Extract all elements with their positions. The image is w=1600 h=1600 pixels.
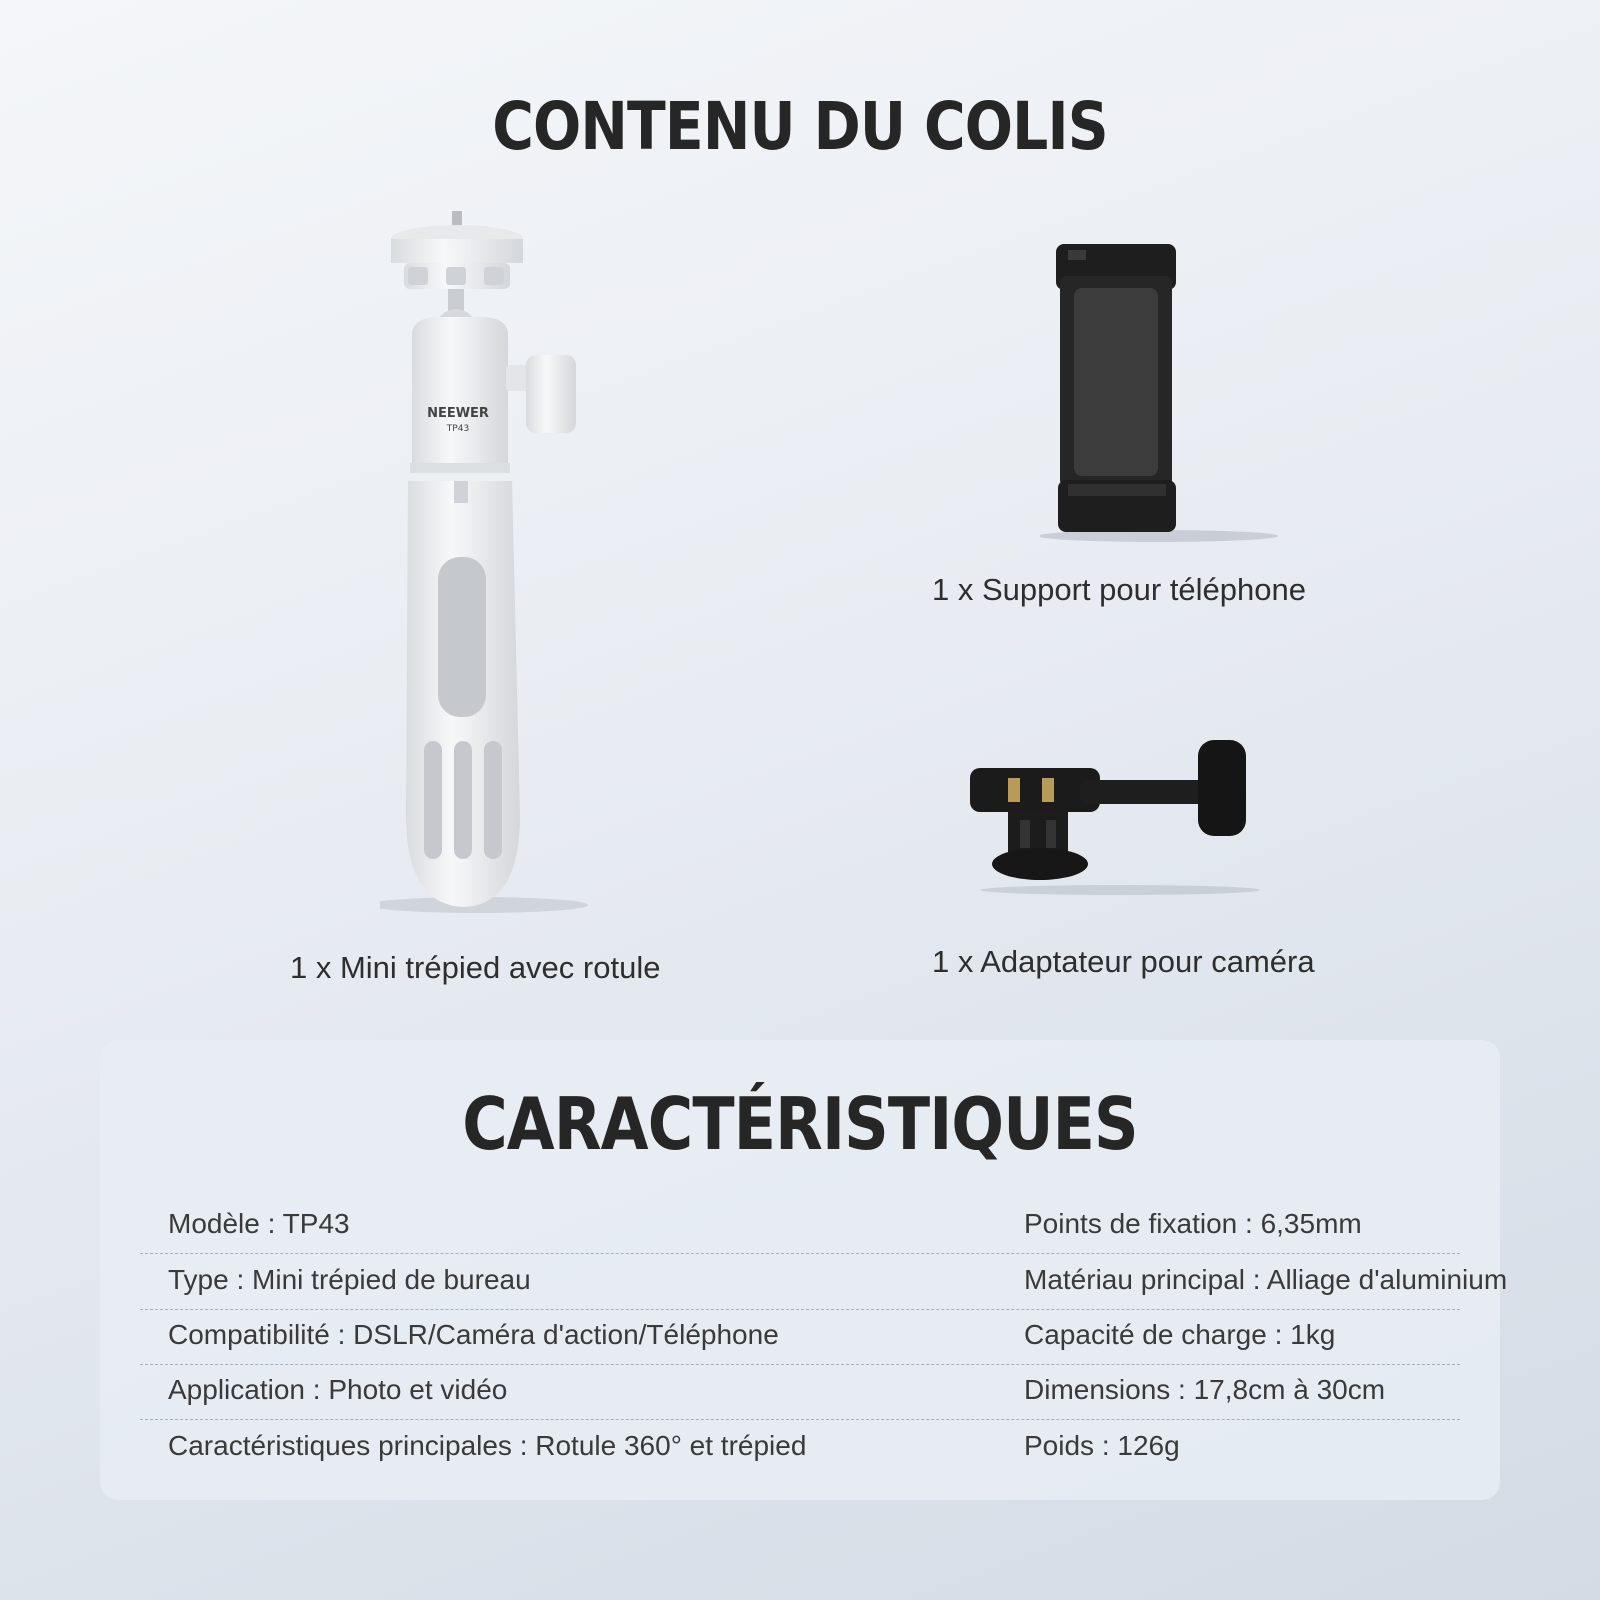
spec-right: Matériau principal : Alliage d'aluminium bbox=[1024, 1264, 1508, 1295]
spec-left: Modèle : TP43 bbox=[168, 1208, 350, 1239]
caption-camera-adapter: 1 x Adaptateur pour caméra bbox=[932, 944, 1315, 979]
spec-row bbox=[140, 1309, 1460, 1365]
spec-right: Points de fixation : 6,35mm bbox=[1024, 1208, 1362, 1239]
spec-left: Compatibilité : DSLR/Caméra d'action/Téléphone bbox=[168, 1319, 779, 1350]
spec-row bbox=[140, 1254, 1508, 1310]
specs-title: CARACTÉRISTIQUES bbox=[462, 1082, 1138, 1166]
phone-holder-image bbox=[1040, 240, 1280, 550]
caption-mini-tripod: 1 x Mini trépied avec rotule bbox=[290, 950, 661, 985]
caption-phone-holder: 1 x Support pour téléphone bbox=[932, 572, 1306, 607]
tripod-brand-label: NEEWER bbox=[427, 406, 489, 421]
spec-left: Type : Mini trépied de bureau bbox=[168, 1264, 531, 1295]
spec-row bbox=[140, 1364, 1460, 1420]
spec-row bbox=[140, 1420, 1460, 1476]
spec-row bbox=[140, 1198, 1460, 1254]
spec-right: Poids : 126g bbox=[1024, 1430, 1180, 1461]
spec-left: Application : Photo et vidéo bbox=[168, 1374, 508, 1405]
spec-right: Capacité de charge : 1kg bbox=[1024, 1319, 1336, 1350]
spec-left: Caractéristiques principales : Rotule 360° et trépied bbox=[168, 1430, 807, 1461]
spec-right: Dimensions : 17,8cm à 30cm bbox=[1024, 1374, 1386, 1405]
tripod-model-label: TP43 bbox=[446, 424, 470, 434]
mini-tripod-image bbox=[380, 205, 620, 925]
camera-adapter-image bbox=[970, 740, 1270, 900]
contents-title: CONTENU DU COLIS bbox=[492, 88, 1108, 165]
